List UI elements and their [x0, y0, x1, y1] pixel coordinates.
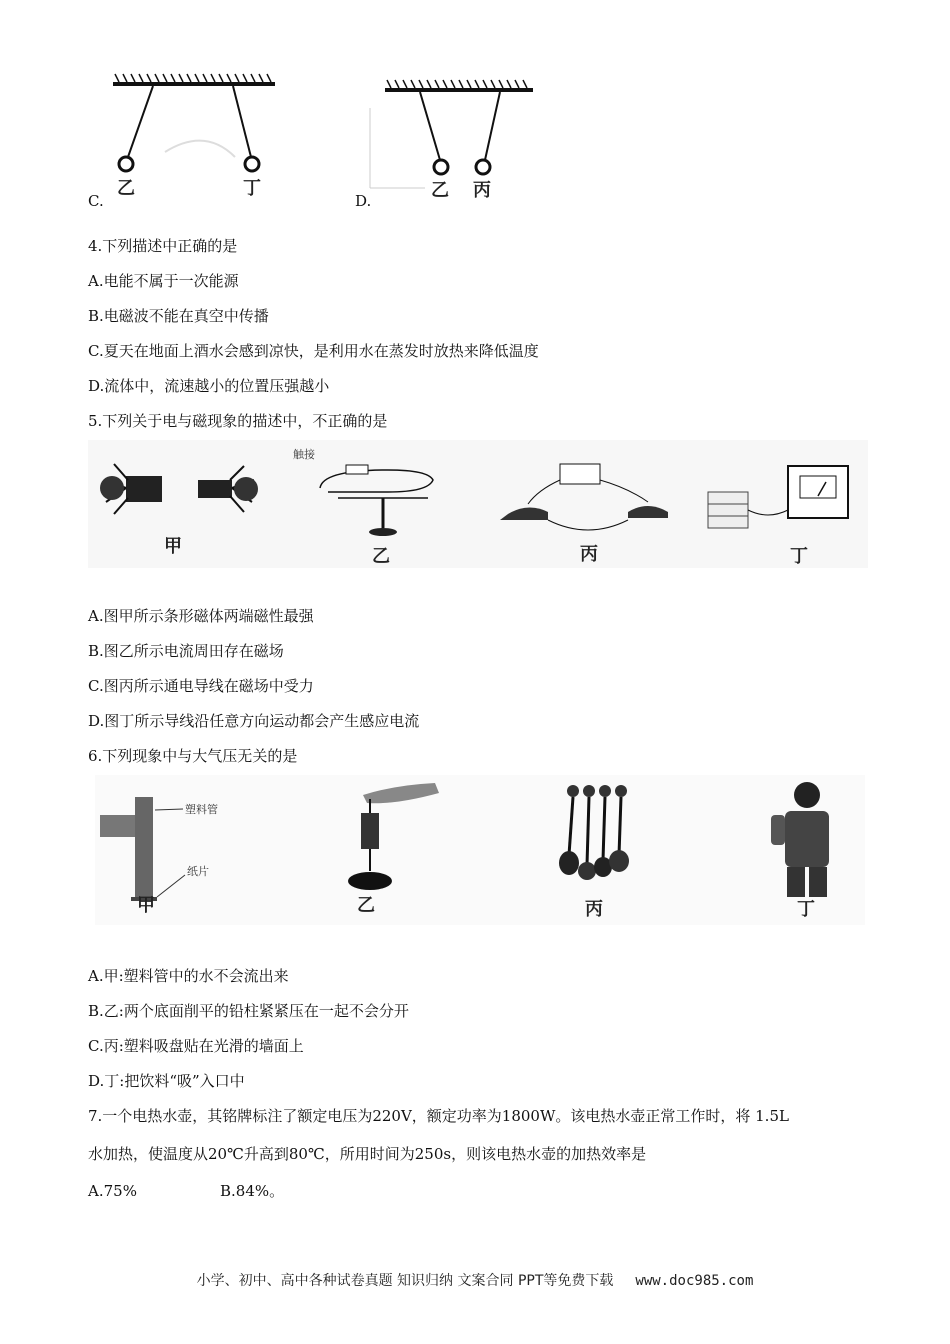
- q5-option-b: B.图乙所示电流周田存在磁场: [88, 642, 284, 660]
- q6-figure-strip: [95, 775, 865, 925]
- q5-fig-touch-label: 触接: [293, 448, 315, 461]
- q5-figure-strip: [88, 440, 868, 568]
- q7-option-a: A.75%: [88, 1182, 137, 1200]
- q3-option-c-label: C.: [88, 192, 104, 210]
- q6-fig-tube-label: 塑料管: [185, 803, 218, 816]
- q5-fig-label-ding: 丁: [790, 546, 808, 567]
- footer-text: 小学、初中、高中各种试卷真题 知识归纳 文案合同 PPT等免费下载: [196, 1273, 614, 1289]
- q6-option-a: A.甲:塑料管中的水不会流出来: [88, 967, 289, 985]
- q3-d-ball-right: 丙: [473, 180, 491, 201]
- q4-stem: 4.下列描述中正确的是: [88, 237, 238, 255]
- q5-option-d: D.图丁所示导线沿任意方向运动都会产生感应电流: [88, 712, 420, 730]
- q7-option-b: B.84%。: [220, 1182, 285, 1200]
- q5-stem: 5.下列关于电与磁现象的描述中，不正确的是: [88, 412, 388, 430]
- footer-url-link[interactable]: www.doc985.com: [635, 1273, 754, 1289]
- q3-c-ball-left: 乙: [117, 178, 135, 199]
- q3-option-d-label: D.: [355, 192, 372, 210]
- q4-option-d: D.流体中，流速越小的位置压强越小: [88, 377, 330, 395]
- q6-fig-label-yi: 乙: [357, 895, 375, 916]
- q5-fig-label-yi: 乙: [372, 546, 390, 567]
- q5-fig-label-jia: 甲: [164, 536, 182, 557]
- q6-fig-label-jia: 甲: [137, 895, 155, 916]
- q3-d-ball-left: 乙: [431, 180, 449, 201]
- q4-option-b: B.电磁波不能在真空中传播: [88, 307, 269, 325]
- q6-option-d: D.丁:把饮料“吸”入口中: [88, 1072, 245, 1090]
- q3-option-c-figure: [95, 72, 285, 207]
- q5-option-c: C.图丙所示通电导线在磁场中受力: [88, 677, 314, 695]
- q6-fig-label-bing: 丙: [585, 899, 603, 920]
- q7-line-1: 7.一个电热水壶，其铭牌标注了额定电压为220V，额定功率为1800W。该电热水壶正常工作时，将 1.5L: [88, 1107, 789, 1125]
- q5-fig-label-bing: 丙: [580, 544, 598, 565]
- q4-option-a: A.电能不属于一次能源: [88, 272, 239, 290]
- q6-option-c: C.丙:塑料吸盘贴在光滑的墙面上: [88, 1037, 304, 1055]
- q5-option-a: A.图甲所示条形磁体两端磁性最强: [88, 607, 314, 625]
- q6-fig-label-ding: 丁: [797, 899, 815, 920]
- q4-option-c: C.夏天在地面上酒水会感到凉快，是利用水在蒸发时放热来降低温度: [88, 342, 539, 360]
- q6-option-b: B.乙:两个底面削平的铅柱紧紧压在一起不会分开: [88, 1002, 409, 1020]
- q7-line-2: 水加热，使温度从20℃升高到80℃，所用时间为250s，则该电热水壶的加热效率是: [88, 1145, 647, 1163]
- q3-option-d-figure: [365, 78, 535, 208]
- q6-stem: 6.下列现象中与大气压无关的是: [88, 747, 298, 765]
- page-footer: [0, 1270, 950, 1290]
- q6-fig-paper-label: 纸片: [187, 865, 209, 878]
- q3-c-ball-right: 丁: [243, 178, 261, 199]
